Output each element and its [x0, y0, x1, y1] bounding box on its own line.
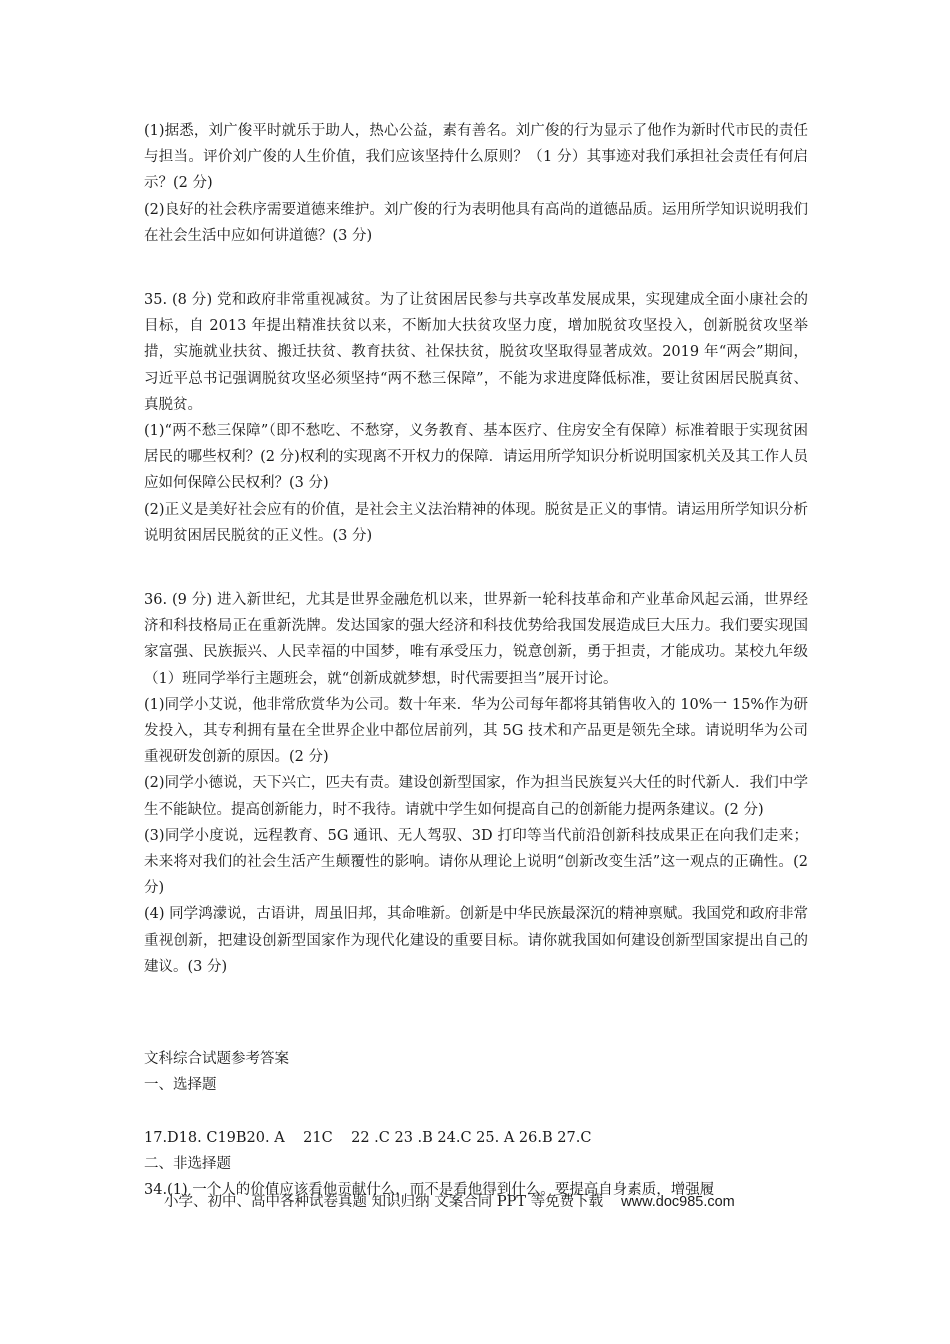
section-choice-heading: 一、选择题 [144, 1077, 217, 1094]
q36-part-4: (4) 同学鸿濛说，古语讲，周虽旧邦，其命唯新。创新是中华民族最深沉的精神禀赋。我国党和政府非常重视创新，把建设创新型国家作为现代化建设的重要目标。请你就我国如何建设创新型国家提出自己的建议。(3 分) [144, 906, 808, 975]
q35-stem: 35. (8 分) 党和政府非常重视减贫。为了让贫困居民参与共享改革发展成果，实现建成全面小康社会的目标，自 2013 年提出精准扶贫以来，不断加大扶贫攻坚力度，增加脱贫攻坚投入，创新脱贫攻坚举措，实施就业扶贫、搬迁扶贫、教育扶贫、社保扶贫，脱贫攻坚取得显著成效。2019 年“两会”期间，习近平总书记强调脱贫攻坚必须坚持“两不愁三保障”，不能为求进度降低标准，要让贫困居民脱真贫、真脱贫。 [144, 292, 808, 413]
q36-part-2: (2)同学小德说，天下兴亡，匹夫有责。建设创新型国家，作为担当民族复兴大任的时代新人．我们中学生不能缺位。提高创新能力，时不我待。请就中学生如何提高自己的创新能力提两条建议。(2 分) [144, 775, 808, 818]
answer-key-title: 文科综合试题参考答案 [144, 1051, 289, 1068]
q36-part-1: (1)同学小艾说，他非常欣赏华为公司。数十年来．华为公司每年都将其销售收入的 10%一 15%作为研发投入，其专利拥有量在全世界企业中都位居前列，其 5G 技术和产品更是领先全球。请说明华为公司重视研发创新的原因。(2 分) [144, 696, 808, 766]
question-34-subparts [144, 118, 808, 249]
download-footer [164, 1190, 804, 1214]
choice-answers: 17.D18. C19B20. A 21C 22 .C 23 .B 24.C 25. A 26.B 27.C [144, 1129, 592, 1146]
q35-part-1: (1)“两不愁三保障”（即不愁吃、不愁穿，义务教育、基本医疗、住房安全有保障）标准着眼于实现贫困居民的哪些权利？(2 分)权利的实现离不开权力的保障．请运用所学知识分析说明国家机关及其工作人员应如何保障公民权利？(3 分) [144, 423, 808, 492]
question-35 [144, 287, 808, 549]
q34-part-1: (1)据悉，刘广俊平时就乐于助人，热心公益，素有善名。刘广俊的行为显示了他作为新时代市民的责任与担当。评价刘广俊的人生价值，我们应该坚持什么原则？（1 分）其事迹对我们承担社会责任有何启示？(2 分) [144, 123, 808, 192]
q35-part-2: (2)正义是美好社会应有的价值，是社会主义法治精神的体现。脱贫是正义的事情。请运用所学知识分析说明贫困居民脱贫的正义性。(3 分) [144, 501, 808, 544]
footer-website-link[interactable]: www.doc985.com [621, 1194, 735, 1210]
q36-stem: 36. (9 分) 进入新世纪，尤其是世界金融危机以来，世界新一轮科技革命和产业革命风起云涌，世界经济和科技格局正在重新洗牌。发达国家的强大经济和科技优势给我国发展造成巨大压力。我们要实现国家富强、民族振兴、人民幸福的中国梦，唯有承受压力，锐意创新，勇于担责，才能成功。某校九年级（1）班同学举行主题班会，就“创新成就梦想，时代需要担当”展开讨论。 [144, 592, 808, 687]
blank-line [144, 1099, 808, 1125]
answer-34-start: 34.(1) 一个人的价值应该看他贡献什么，而不是看他得到什么。要提高自身素质，增强履 [144, 1182, 715, 1199]
footer-text: 小学、初中、高中各种试卷真题 知识归纳 文案合同 PPT 等免费下载 [164, 1194, 604, 1210]
answer-key [144, 1046, 808, 1203]
document-page [144, 118, 808, 1203]
question-36 [144, 587, 808, 980]
section-nonchoice-heading: 二、非选择题 [144, 1155, 231, 1172]
q36-part-3: (3)同学小度说，远程教育、5G 通讯、无人驾驭、3D 打印等当代前沿创新科技成果正在向我们走来；未来将对我们的社会生活产生颠覆性的影响。请你从理论上说明“创新改变生活”这一观点的正确性。(2 分) [144, 827, 808, 897]
q34-part-2: (2)良好的社会秩序需要道德来维护。刘广俊的行为表明他具有高尚的道德品质。运用所学知识说明我们在社会生活中应如何讲道德？(3 分) [144, 201, 808, 244]
